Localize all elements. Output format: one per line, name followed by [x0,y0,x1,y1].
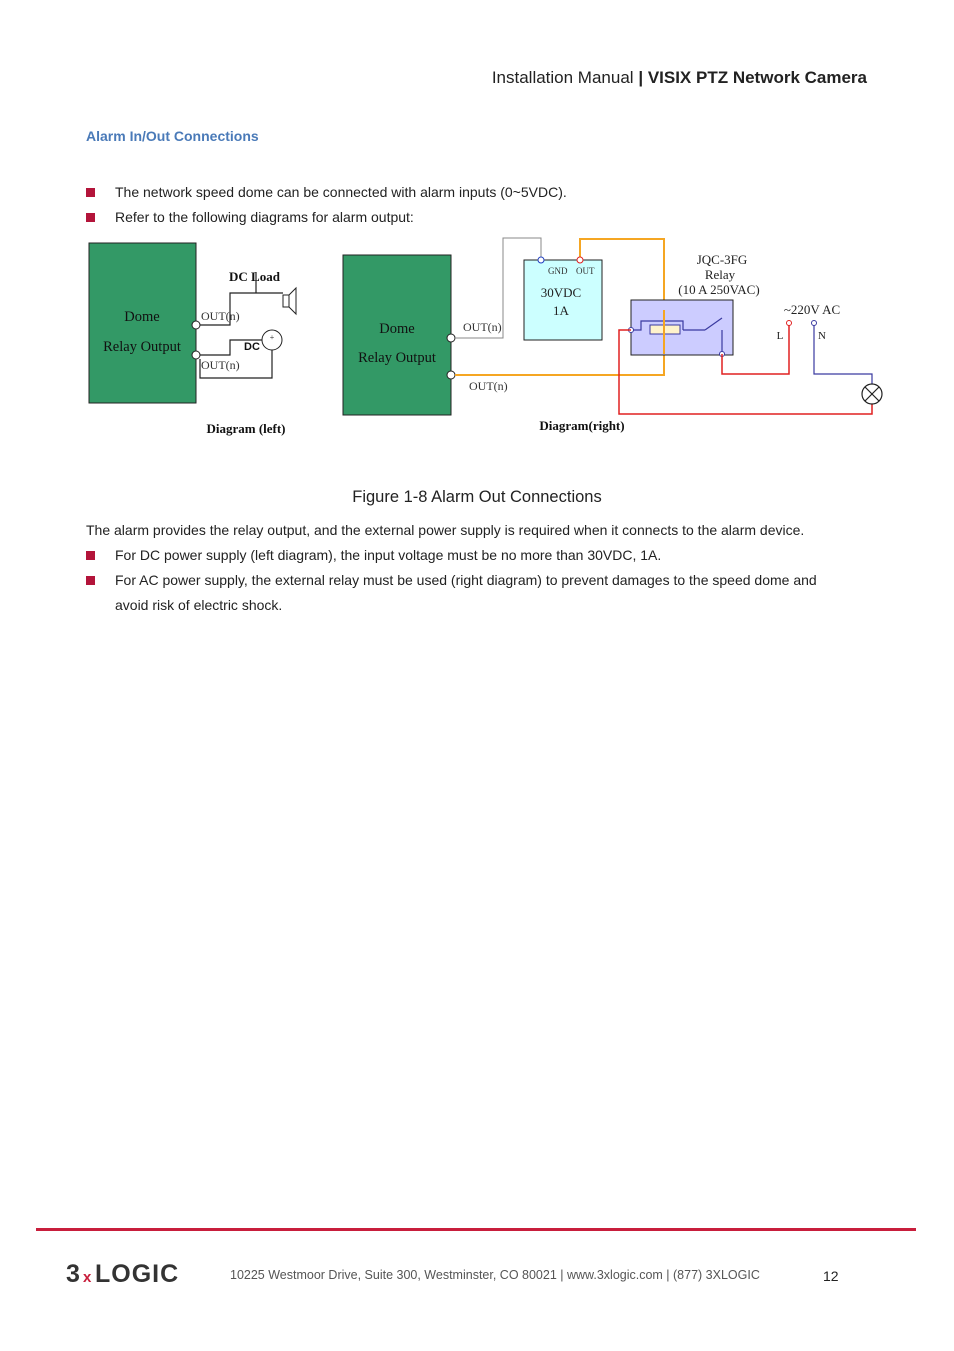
psu-current: 1A [553,303,569,318]
bullet-text: avoid risk of electric shock. [115,597,283,613]
left-terminal-1 [192,321,200,329]
company-logo [66,1258,206,1288]
left-out-label-1: OUT(n) [201,309,240,323]
header-product: VISIX PTZ Network Camera [647,68,867,87]
footer-divider [36,1228,916,1231]
right-out-label-1: OUT(n) [463,320,502,334]
header-doc-type: Installation Manual [491,68,634,87]
right-out-label-2: OUT(n) [469,379,508,393]
right-terminal-2 [447,371,455,379]
relay-model: JQC-3FG [696,252,748,267]
lamp-icon [862,384,882,404]
psu-voltage: 30VDC [540,285,582,300]
psu-out-label: OUT [576,266,595,276]
bullet-square-icon [86,213,95,222]
relay-rating: (10 A 250VAC) [678,282,760,297]
bullet-square-icon [86,551,95,560]
ac-l-terminal [787,321,792,326]
bullet-text: For AC power supply, the external relay must be used (right diagram) to prevent damages to the speed dome and [115,572,817,588]
right-terminal-1 [447,334,455,342]
relay-box [631,300,733,355]
page-header [0,68,867,88]
speaker-icon [283,288,296,314]
dc-load-label: DC Load [229,269,280,284]
left-diagram-caption: Diagram (left) [206,421,286,436]
bullet-square-icon [86,576,95,585]
svg-text:+: + [269,333,275,342]
right-dome-label: Dome [379,321,415,337]
bullet-text: For DC power supply (left diagram), the input voltage must be no more than 30VDC, 1A. [115,547,662,563]
section-title: Alarm In/Out Connections [86,128,259,144]
dc-source-icon [262,330,282,350]
right-diagram [343,238,882,433]
alarm-wiring-diagram [0,230,954,445]
page-number: 12 [823,1268,839,1284]
ac-n-label: N [818,330,826,342]
right-diagram-caption: Diagram(right) [539,418,625,433]
bullet-text: Refer to the following diagrams for alarm output: [115,209,414,225]
left-diagram [89,243,296,436]
psu-gnd-terminal [538,257,544,263]
relay-label: Relay [704,267,736,282]
ac-l-label: L [776,330,784,342]
figure-caption: Figure 1-8 Alarm Out Connections [352,488,602,506]
left-terminal-2 [192,351,200,359]
left-dome-label: Dome [124,309,160,325]
svg-text:LOGIC: LOGIC [95,1260,180,1288]
left-relay-output-label: Relay Output [103,339,181,355]
dc-label: DC [244,341,260,353]
svg-text:x: x [83,1269,92,1286]
psu-gnd-label: GND [548,266,568,276]
right-relay-output-label: Relay Output [358,350,436,366]
bullet-text: The network speed dome can be connected with alarm inputs (0~5VDC). [115,184,567,200]
psu-out-terminal [577,257,583,263]
ac-supply-label: ~220V AC [783,302,841,317]
body-paragraph: The alarm provides the relay output, and the external power supply is required when it connects to the alarm device. [86,522,805,538]
footer-address: 10225 Westmoor Drive, Suite 300, Westminster, CO 80021 | www.3xlogic.com | (877) 3XLOGIC [230,1268,760,1282]
svg-text:3: 3 [66,1260,81,1288]
ac-n-terminal [812,321,817,326]
left-out-label-2: OUT(n) [201,358,240,372]
bullet-square-icon [86,188,95,197]
header-separator: | [638,68,644,87]
